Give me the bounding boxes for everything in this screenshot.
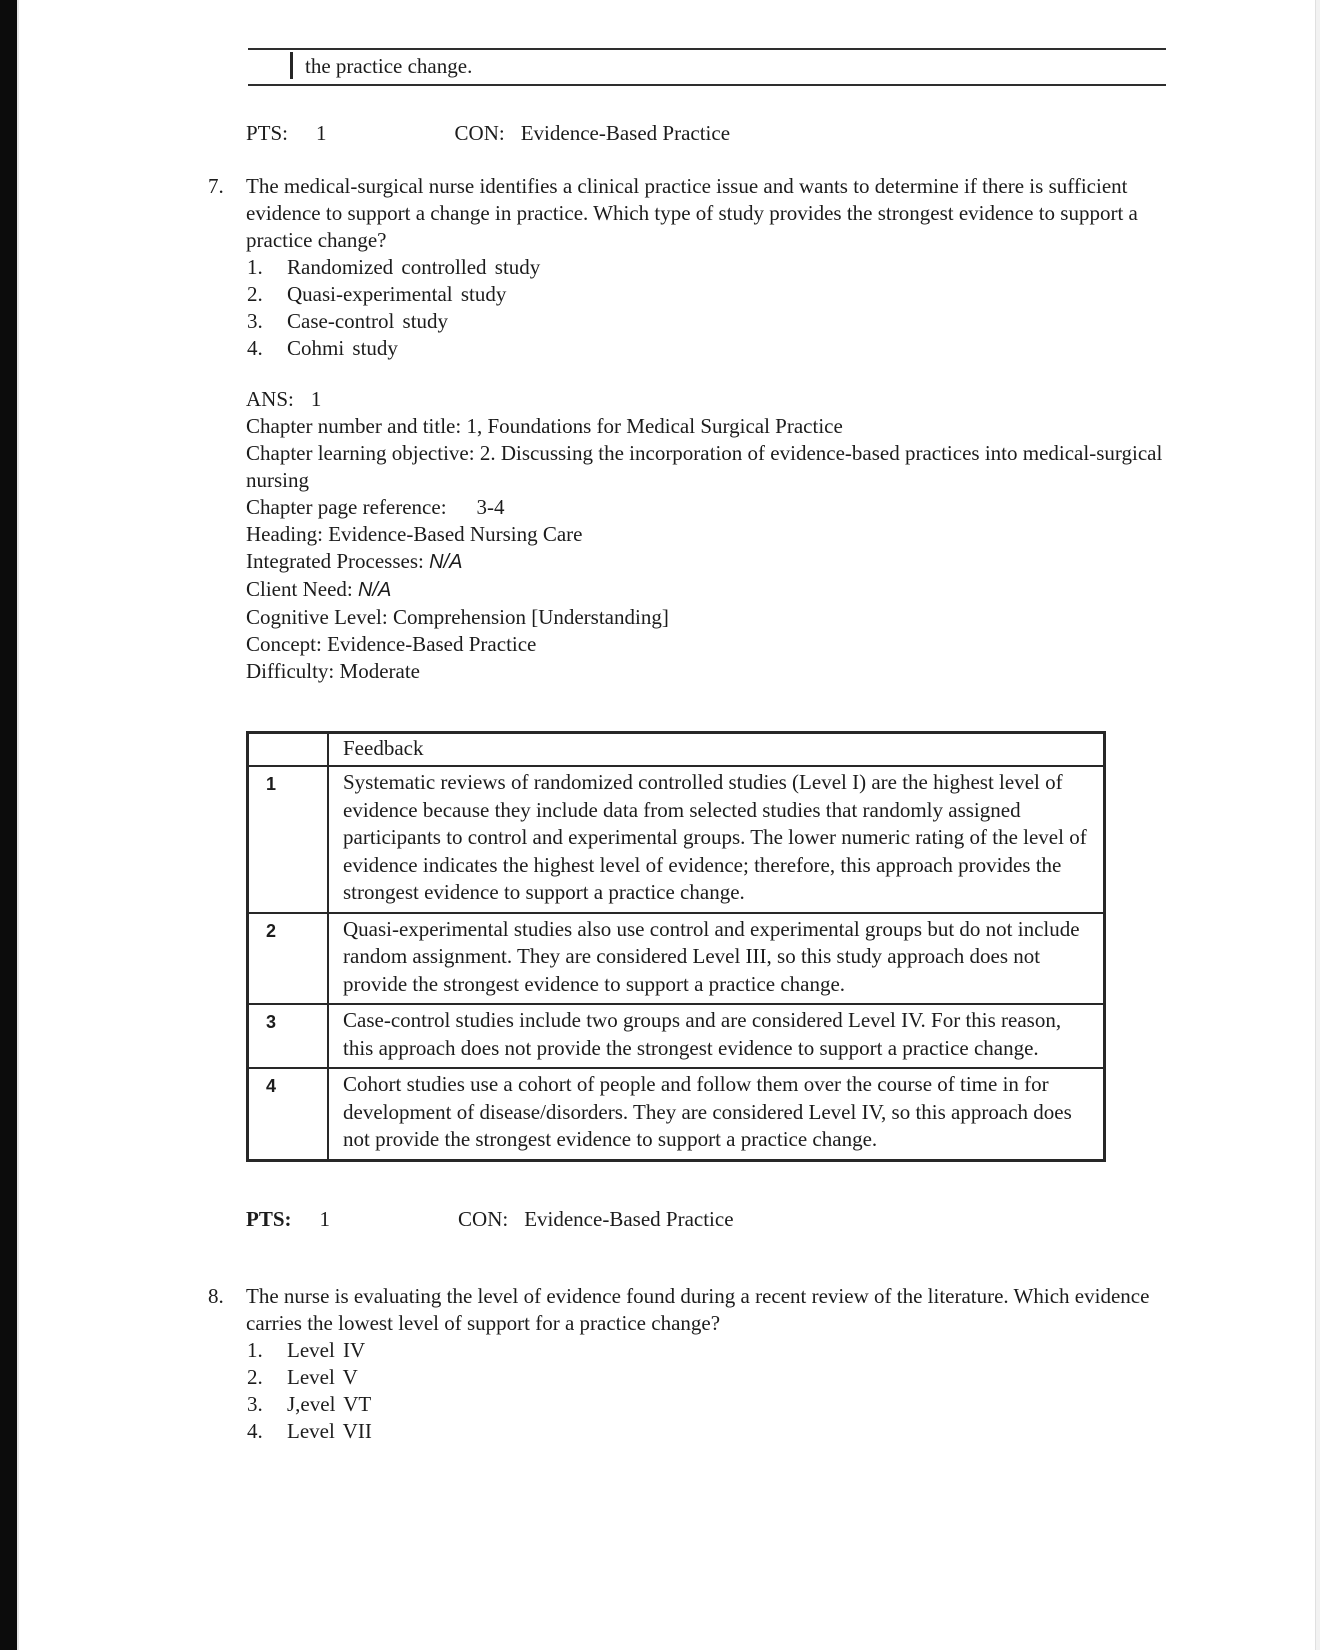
detail-heading [246, 521, 1198, 548]
detail-text: Client Need: [246, 576, 358, 601]
option-number: 1. [247, 1337, 263, 1362]
con-label: CON: [454, 120, 505, 145]
option-label: J,evel VT [287, 1391, 372, 1416]
option-row [247, 1337, 1320, 1364]
feedback-header-empty-cell [248, 732, 329, 766]
feedback-table [246, 731, 1106, 1162]
question-7-answer-block [246, 386, 1198, 685]
detail-page-reference [246, 494, 1198, 521]
option-number: 4. [247, 1418, 263, 1443]
pts-con-line-2 [246, 1206, 1320, 1233]
pts-label: PTS: [246, 120, 289, 145]
detail-integrated-processes [246, 548, 1198, 576]
feedback-row-4 [248, 1068, 1105, 1160]
feedback-row-number: 4 [248, 1068, 329, 1160]
detail-text: Chapter learning objective: 2. Discussing the incorporation of evidence-based practices into medical-surgical nursing [246, 440, 1163, 492]
con-value: Evidence-Based Practice [520, 120, 731, 145]
detail-text: Chapter number and title: 1, Foundations for Medical Surgical Practice [246, 413, 843, 438]
option-label: Randomized controlled study [287, 254, 541, 279]
na-value: N/A [429, 550, 463, 573]
detail-text: Cognitive Level: Comprehension [Understanding] [246, 604, 669, 629]
con-label: CON: [458, 1206, 509, 1231]
option-label: Quasi-experimental study [287, 281, 507, 306]
question-number: 7. [208, 173, 224, 198]
feedback-header-cell: Feedback [328, 732, 1105, 766]
option-row [247, 335, 1320, 362]
detail-difficulty [246, 658, 1198, 685]
detail-concept [246, 631, 1198, 658]
feedback-row-text: Case-control studies include two groups and are considered Level IV. For this reason, this approach does not provide the strongest evidence to support a practice change. [328, 1004, 1105, 1068]
question-7-options [0, 254, 1320, 362]
option-row [247, 1391, 1320, 1418]
feedback-row-text: Cohort studies use a cohort of people and follow them over the course of time in for development of disease/disorders. They are considered Level IV, so this approach does not provide the strongest evidence to support a practice change. [328, 1068, 1105, 1160]
detail-client-need [246, 576, 1198, 604]
detail-text: Heading: Evidence-Based Nursing Care [246, 521, 583, 546]
option-row [247, 308, 1320, 335]
option-label: Level V [287, 1364, 358, 1389]
detail-cognitive-level [246, 604, 1198, 631]
feedback-row-text: Systematic reviews of randomized controlled studies (Level I) are the highest level of evidence because they include data from selected studies that randomly assigned participants to control and experimental groups. The lower numeric rating of the level of evidence indicates the highest level of evidence; therefore, this approach provides the strongest evidence to support a practice change. [328, 766, 1105, 913]
option-number: 4. [247, 335, 263, 360]
pts-value: 1 [319, 1206, 331, 1231]
feedback-row-number: 2 [248, 913, 329, 1005]
question-8-stem [208, 1283, 1320, 1337]
option-number: 1. [247, 254, 263, 279]
detail-text: Concept: Evidence-Based Practice [246, 631, 537, 656]
feedback-row-number: 3 [248, 1004, 329, 1068]
feedback-row-1 [248, 766, 1105, 913]
option-row [247, 281, 1320, 308]
detail-text: Chapter page reference: [246, 494, 447, 519]
option-label: Level VII [287, 1418, 372, 1443]
pts-label: PTS: [246, 1206, 292, 1231]
option-label: Cohmi study [287, 335, 398, 360]
vertical-tick-mark [290, 52, 293, 79]
feedback-row-text: Quasi-experimental studies also use control and experimental groups but do not include random assignment. They are considered Level III, so this study approach does not provide the strongest evidence to support a practice change. [328, 913, 1105, 1005]
ans-label: ANS: [246, 386, 294, 411]
pts-value: 1 [316, 120, 327, 145]
option-number: 2. [247, 281, 263, 306]
ans-value: 1 [310, 386, 322, 411]
detail-text: Integrated Processes: [246, 548, 430, 573]
option-row [247, 254, 1320, 281]
fragment-text: the practice change. [305, 54, 473, 78]
feedback-row-2 [248, 913, 1105, 1005]
feedback-row-3 [248, 1004, 1105, 1068]
detail-chapter-number [246, 413, 1198, 440]
question-7-stem [208, 173, 1320, 254]
detail-value: 3-4 [476, 494, 505, 519]
ans-line [246, 386, 1198, 413]
option-number: 3. [247, 308, 263, 333]
question-number: 8. [208, 1283, 224, 1308]
question-7 [0, 173, 1320, 1233]
question-text: The medical-surgical nurse identifies a clinical practice issue and wants to determine if there is sufficient evidence to support a change in practice. Which type of study provides the strongest evidence to support a practice change? [246, 173, 1138, 252]
con-value: Evidence-Based Practice [524, 1206, 734, 1231]
feedback-row-number: 1 [248, 766, 329, 913]
answer-fragment-line [248, 48, 1166, 86]
question-text: The nurse is evaluating the level of evidence found during a recent review of the literature. Which evidence carries the lowest level of support for a practice change? [246, 1283, 1150, 1335]
option-number: 3. [247, 1391, 263, 1416]
option-label: Case-control study [287, 308, 449, 333]
option-row [247, 1418, 1320, 1445]
na-value: N/A [357, 578, 392, 601]
detail-learning-objective [246, 440, 1198, 494]
feedback-header-row [248, 732, 1105, 766]
pts-con-line-1 [246, 120, 1320, 147]
option-label: Level IV [287, 1337, 366, 1362]
option-row [247, 1364, 1320, 1391]
option-number: 2. [247, 1364, 263, 1389]
question-8 [0, 1283, 1320, 1445]
detail-text: Difficulty: Moderate [246, 658, 420, 683]
question-8-options [0, 1337, 1320, 1445]
